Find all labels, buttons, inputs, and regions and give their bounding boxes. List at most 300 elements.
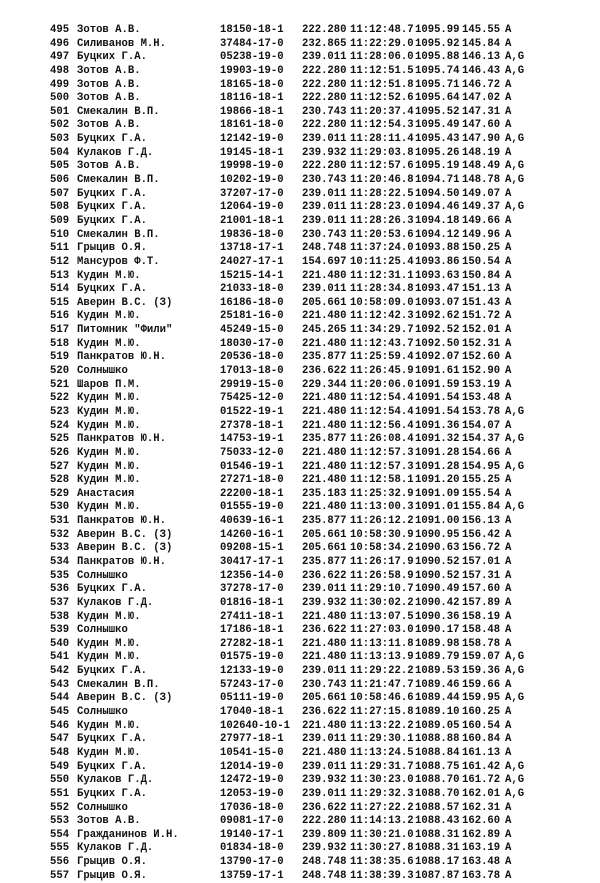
table-row (50, 733, 580, 747)
cell-distance: 221.480 (302, 405, 347, 418)
cell-flags: A,G (505, 64, 525, 77)
cell-coefficient: 157.89 (462, 596, 501, 609)
cell-distance: 222.280 (302, 815, 347, 828)
cell-flags: A (505, 719, 512, 732)
cell-distance: 239.932 (302, 596, 347, 609)
cell-fancier: Кудин М.Ю. (77, 501, 141, 514)
cell-flags: A (505, 555, 512, 568)
cell-arrival-time: 11:13:13.9 (350, 651, 414, 664)
cell-arrival-time: 11:27:15.8 (350, 706, 414, 719)
cell-distance: 239.011 (302, 133, 347, 146)
cell-coefficient: 157.60 (462, 583, 501, 596)
cell-coefficient: 152.31 (462, 337, 501, 350)
cell-speed: 1091.61 (415, 365, 460, 378)
cell-fancier: Кудин М.Ю. (77, 419, 141, 432)
cell-rank: 507 (50, 187, 70, 200)
cell-rank: 531 (50, 515, 70, 528)
cell-ring-number: 19998-19-0 (220, 160, 284, 173)
cell-rank: 505 (50, 160, 70, 173)
cell-flags: A (505, 365, 512, 378)
cell-speed: 1091.28 (415, 460, 460, 473)
cell-arrival-time: 11:12:42.3 (350, 310, 414, 323)
cell-speed: 1091.28 (415, 446, 460, 459)
cell-distance: 221.480 (302, 637, 347, 650)
cell-rank: 532 (50, 528, 70, 541)
cell-fancier: Аверин В.С. (З) (77, 542, 173, 555)
cell-coefficient: 163.19 (462, 842, 501, 855)
table-row (50, 842, 580, 856)
cell-fancier: Кудин М.Ю. (77, 446, 141, 459)
cell-arrival-time: 11:25:32.9 (350, 487, 414, 500)
cell-fancier: Кулаков Г.Д. (77, 774, 154, 787)
cell-coefficient: 145.84 (462, 37, 501, 50)
cell-fancier: Смекалин В.П. (77, 174, 160, 187)
cell-ring-number: 10541-15-0 (220, 746, 284, 759)
table-row (50, 392, 580, 406)
cell-coefficient: 155.54 (462, 487, 501, 500)
cell-fancier: Буцких Г.А. (77, 283, 147, 296)
cell-speed: 1094.46 (415, 201, 460, 214)
cell-speed: 1094.18 (415, 214, 460, 227)
cell-flags: A (505, 637, 512, 650)
cell-rank: 522 (50, 392, 70, 405)
cell-fancier: Зотов А.В. (77, 92, 141, 105)
cell-fancier: Зотов А.В. (77, 24, 141, 36)
cell-rank: 502 (50, 119, 70, 132)
cell-coefficient: 152.60 (462, 351, 501, 364)
cell-speed: 1088.43 (415, 815, 460, 828)
cell-speed: 1090.17 (415, 624, 460, 637)
cell-fancier: Солнышко (77, 624, 128, 637)
cell-distance: 239.011 (302, 187, 347, 200)
cell-rank: 498 (50, 64, 70, 77)
cell-fancier: Силиванов М.Н. (77, 37, 167, 50)
cell-rank: 545 (50, 706, 70, 719)
cell-arrival-time: 11:25:59.4 (350, 351, 414, 364)
cell-rank: 528 (50, 474, 70, 487)
table-row (50, 147, 580, 161)
table-row (50, 501, 580, 515)
cell-arrival-time: 11:28:11.4 (350, 133, 414, 146)
cell-speed: 1095.52 (415, 105, 460, 118)
cell-speed: 1088.84 (415, 746, 460, 759)
cell-coefficient: 160.84 (462, 733, 501, 746)
cell-coefficient: 160.54 (462, 719, 501, 732)
cell-coefficient: 154.66 (462, 446, 501, 459)
cell-coefficient: 155.25 (462, 474, 501, 487)
cell-ring-number: 17186-18-1 (220, 624, 284, 637)
cell-coefficient: 156.42 (462, 528, 501, 541)
cell-coefficient: 149.07 (462, 187, 501, 200)
cell-speed: 1094.50 (415, 187, 460, 200)
cell-arrival-time: 11:12:56.4 (350, 419, 414, 432)
cell-distance: 235.877 (302, 433, 347, 446)
cell-arrival-time: 11:29:30.1 (350, 733, 414, 746)
cell-coefficient: 150.25 (462, 242, 501, 255)
cell-ring-number: 27282-18-1 (220, 637, 284, 650)
table-row (50, 229, 580, 243)
cell-ring-number: 30417-17-1 (220, 555, 284, 568)
cell-coefficient: 148.78 (462, 174, 501, 187)
table-row (50, 802, 580, 816)
cell-rank: 538 (50, 610, 70, 623)
cell-fancier: Зотов А.В. (77, 119, 141, 132)
cell-fancier: Буцких Г.А. (77, 214, 147, 227)
cell-speed: 1091.32 (415, 433, 460, 446)
cell-speed: 1088.70 (415, 787, 460, 800)
cell-arrival-time: 10:58:46.6 (350, 692, 414, 705)
cell-speed: 1092.62 (415, 310, 460, 323)
cell-coefficient: 159.36 (462, 665, 501, 678)
cell-rank: 546 (50, 719, 70, 732)
cell-coefficient: 151.13 (462, 283, 501, 296)
table-row (50, 106, 580, 120)
cell-arrival-time: 11:12:54.4 (350, 392, 414, 405)
cell-rank: 499 (50, 78, 70, 91)
cell-distance: 239.011 (302, 665, 347, 678)
cell-arrival-time: 10:58:09.0 (350, 296, 414, 309)
cell-speed: 1088.70 (415, 774, 460, 787)
cell-coefficient: 154.07 (462, 419, 501, 432)
cell-arrival-time: 11:26:45.9 (350, 365, 414, 378)
cell-speed: 1091.01 (415, 501, 460, 514)
cell-arrival-time: 10:58:30.9 (350, 528, 414, 541)
cell-flags: A (505, 324, 512, 337)
cell-distance: 222.280 (302, 24, 347, 36)
cell-distance: 239.011 (302, 787, 347, 800)
cell-ring-number: 27271-18-0 (220, 474, 284, 487)
cell-arrival-time: 11:28:26.3 (350, 214, 414, 227)
cell-speed: 1095.88 (415, 51, 460, 64)
cell-distance: 222.280 (302, 92, 347, 105)
cell-arrival-time: 11:12:48.7 (350, 24, 414, 36)
cell-fancier: Кудин М.Ю. (77, 269, 141, 282)
cell-ring-number: 18116-18-1 (220, 92, 284, 105)
cell-arrival-time: 11:28:34.8 (350, 283, 414, 296)
table-row (50, 297, 580, 311)
cell-ring-number: 12053-19-0 (220, 787, 284, 800)
cell-fancier: Солнышко (77, 706, 128, 719)
cell-fancier: Кудин М.Ю. (77, 460, 141, 473)
table-row (50, 474, 580, 488)
cell-distance: 222.280 (302, 160, 347, 173)
cell-arrival-time: 11:12:54.3 (350, 119, 414, 132)
cell-speed: 1090.95 (415, 528, 460, 541)
cell-rank: 533 (50, 542, 70, 555)
cell-distance: 239.011 (302, 283, 347, 296)
cell-arrival-time: 11:26:17.9 (350, 555, 414, 568)
cell-arrival-time: 11:30:02.2 (350, 596, 414, 609)
cell-rank: 534 (50, 555, 70, 568)
cell-rank: 552 (50, 801, 70, 814)
cell-ring-number: 14260-16-1 (220, 528, 284, 541)
cell-coefficient: 145.55 (462, 24, 501, 36)
cell-distance: 221.480 (302, 719, 347, 732)
table-row (50, 92, 580, 106)
cell-fancier: Кудин М.Ю. (77, 474, 141, 487)
cell-coefficient: 155.84 (462, 501, 501, 514)
cell-rank: 537 (50, 596, 70, 609)
table-row (50, 774, 580, 788)
cell-speed: 1088.57 (415, 801, 460, 814)
cell-distance: 221.480 (302, 501, 347, 514)
cell-arrival-time: 11:29:32.3 (350, 787, 414, 800)
cell-ring-number: 01575-19-0 (220, 651, 284, 664)
cell-ring-number: 57243-17-0 (220, 678, 284, 691)
cell-fancier: Буцких Г.А. (77, 733, 147, 746)
cell-fancier: Кулаков Г.Д. (77, 596, 154, 609)
cell-ring-number: 01555-19-0 (220, 501, 284, 514)
cell-rank: 509 (50, 214, 70, 227)
cell-ring-number: 29919-15-0 (220, 378, 284, 391)
cell-arrival-time: 11:12:51.5 (350, 64, 414, 77)
cell-distance: 229.344 (302, 378, 347, 391)
cell-flags: A (505, 528, 512, 541)
cell-speed: 1089.44 (415, 692, 460, 705)
cell-rank: 554 (50, 828, 70, 841)
cell-distance: 236.622 (302, 706, 347, 719)
table-row (50, 433, 580, 447)
cell-fancier: Зотов А.В. (77, 64, 141, 77)
table-row (50, 611, 580, 625)
table-row (50, 679, 580, 693)
cell-arrival-time: 11:29:03.8 (350, 146, 414, 159)
cell-coefficient: 158.78 (462, 637, 501, 650)
table-row (50, 119, 580, 133)
cell-speed: 1088.31 (415, 828, 460, 841)
cell-ring-number: 09081-17-0 (220, 815, 284, 828)
cell-rank: 548 (50, 746, 70, 759)
cell-ring-number: 01522-19-1 (220, 405, 284, 418)
cell-speed: 1088.31 (415, 842, 460, 855)
cell-ring-number: 13718-17-1 (220, 242, 284, 255)
cell-ring-number: 17040-18-1 (220, 706, 284, 719)
cell-arrival-time: 11:37:24.0 (350, 242, 414, 255)
table-row (50, 174, 580, 188)
cell-coefficient: 162.31 (462, 801, 501, 814)
cell-distance: 239.011 (302, 733, 347, 746)
cell-arrival-time: 11:34:29.7 (350, 324, 414, 337)
cell-flags: A (505, 214, 512, 227)
cell-flags: A,G (505, 201, 525, 214)
cell-rank: 516 (50, 310, 70, 323)
cell-coefficient: 162.01 (462, 787, 501, 800)
table-row (50, 597, 580, 611)
cell-flags: A (505, 801, 512, 814)
cell-arrival-time: 11:30:27.8 (350, 842, 414, 855)
cell-arrival-time: 11:12:58.1 (350, 474, 414, 487)
cell-distance: 235.877 (302, 351, 347, 364)
table-row (50, 856, 580, 870)
cell-ring-number: 75033-12-0 (220, 446, 284, 459)
cell-flags: A (505, 583, 512, 596)
cell-rank: 557 (50, 869, 70, 882)
cell-fancier: Зотов А.В. (77, 160, 141, 173)
cell-ring-number: 27411-18-1 (220, 610, 284, 623)
table-row (50, 420, 580, 434)
cell-ring-number: 09208-15-1 (220, 542, 284, 555)
table-row (50, 338, 580, 352)
cell-flags: A (505, 351, 512, 364)
cell-rank: 508 (50, 201, 70, 214)
cell-rank: 504 (50, 146, 70, 159)
cell-rank: 553 (50, 815, 70, 828)
cell-fancier: Кудин М.Ю. (77, 651, 141, 664)
cell-speed: 1091.00 (415, 515, 460, 528)
cell-rank: 501 (50, 105, 70, 118)
cell-distance: 236.622 (302, 365, 347, 378)
table-row (50, 870, 580, 883)
cell-rank: 556 (50, 856, 70, 869)
cell-coefficient: 149.66 (462, 214, 501, 227)
cell-distance: 205.661 (302, 692, 347, 705)
cell-fancier: Анастасия (77, 487, 135, 500)
table-row (50, 256, 580, 270)
cell-fancier: Солнышко (77, 801, 128, 814)
cell-speed: 1091.36 (415, 419, 460, 432)
cell-flags: A (505, 815, 512, 828)
cell-arrival-time: 11:28:06.0 (350, 51, 414, 64)
cell-fancier: Буцких Г.А. (77, 787, 147, 800)
cell-ring-number: 19866-18-1 (220, 105, 284, 118)
table-row (50, 624, 580, 638)
cell-ring-number: 22200-18-1 (220, 487, 284, 500)
cell-speed: 1089.46 (415, 678, 460, 691)
cell-coefficient: 158.19 (462, 610, 501, 623)
cell-arrival-time: 11:20:37.4 (350, 105, 414, 118)
cell-arrival-time: 11:38:39.3 (350, 869, 414, 882)
table-row (50, 556, 580, 570)
cell-coefficient: 150.84 (462, 269, 501, 282)
cell-rank: 524 (50, 419, 70, 432)
cell-rank: 551 (50, 787, 70, 800)
cell-coefficient: 161.13 (462, 746, 501, 759)
table-row (50, 529, 580, 543)
cell-arrival-time: 11:29:31.7 (350, 760, 414, 773)
cell-fancier: Грыцив О.Я. (77, 856, 147, 869)
cell-fancier: Буцких Г.А. (77, 201, 147, 214)
cell-flags: A (505, 474, 512, 487)
cell-speed: 1091.20 (415, 474, 460, 487)
cell-speed: 1089.05 (415, 719, 460, 732)
cell-speed: 1090.36 (415, 610, 460, 623)
cell-arrival-time: 11:13:07.5 (350, 610, 414, 623)
cell-coefficient: 153.78 (462, 405, 501, 418)
cell-distance: 221.480 (302, 460, 347, 473)
cell-rank: 511 (50, 242, 70, 255)
cell-speed: 1090.49 (415, 583, 460, 596)
cell-speed: 1095.49 (415, 119, 460, 132)
cell-distance: 222.280 (302, 78, 347, 91)
cell-flags: A,G (505, 501, 525, 514)
cell-fancier: Смекалин В.П. (77, 678, 160, 691)
cell-coefficient: 157.01 (462, 555, 501, 568)
cell-fancier: Панкратов Ю.Н. (77, 515, 167, 528)
table-row (50, 542, 580, 556)
cell-speed: 1089.10 (415, 706, 460, 719)
cell-fancier: Панкратов Ю.Н. (77, 433, 167, 446)
cell-ring-number: 10202-19-0 (220, 174, 284, 187)
cell-flags: A (505, 487, 512, 500)
cell-fancier: Кудин М.Ю. (77, 405, 141, 418)
cell-flags: A (505, 296, 512, 309)
cell-flags: A,G (505, 787, 525, 800)
cell-flags: A (505, 37, 512, 50)
cell-flags: A (505, 678, 512, 691)
table-row (50, 38, 580, 52)
cell-rank: 496 (50, 37, 70, 50)
cell-speed: 1093.88 (415, 242, 460, 255)
cell-ring-number: 13759-17-1 (220, 869, 284, 882)
cell-ring-number: 05238-19-0 (220, 51, 284, 64)
cell-flags: A,G (505, 651, 525, 664)
cell-flags: A (505, 542, 512, 555)
cell-flags: A (505, 828, 512, 841)
cell-flags: A (505, 78, 512, 91)
cell-arrival-time: 11:26:58.9 (350, 569, 414, 582)
cell-coefficient: 151.72 (462, 310, 501, 323)
cell-fancier: Гражданинов И.Н. (77, 828, 179, 841)
cell-distance: 221.480 (302, 337, 347, 350)
cell-distance: 239.011 (302, 201, 347, 214)
cell-flags: A (505, 733, 512, 746)
table-row (50, 761, 580, 775)
cell-rank: 549 (50, 760, 70, 773)
cell-coefficient: 148.49 (462, 160, 501, 173)
cell-rank: 510 (50, 228, 70, 241)
cell-coefficient: 146.13 (462, 51, 501, 64)
cell-flags: A (505, 146, 512, 159)
cell-ring-number: 18030-17-0 (220, 337, 284, 350)
cell-coefficient: 153.48 (462, 392, 501, 405)
cell-coefficient: 149.37 (462, 201, 501, 214)
cell-fancier: Буцких Г.А. (77, 760, 147, 773)
cell-fancier: Кудин М.Ю. (77, 637, 141, 650)
table-row (50, 788, 580, 802)
cell-arrival-time: 11:27:03.0 (350, 624, 414, 637)
cell-flags: A (505, 515, 512, 528)
cell-rank: 512 (50, 255, 70, 268)
cell-arrival-time: 11:20:06.0 (350, 378, 414, 391)
cell-flags: A (505, 869, 512, 882)
cell-rank: 550 (50, 774, 70, 787)
cell-rank: 525 (50, 433, 70, 446)
cell-rank: 523 (50, 405, 70, 418)
cell-distance: 239.011 (302, 51, 347, 64)
cell-ring-number: 12356-14-0 (220, 569, 284, 582)
cell-rank: 520 (50, 365, 70, 378)
cell-ring-number: 19903-19-0 (220, 64, 284, 77)
cell-speed: 1095.26 (415, 146, 460, 159)
cell-fancier: Кудин М.Ю. (77, 746, 141, 759)
cell-flags: A (505, 310, 512, 323)
cell-distance: 239.011 (302, 214, 347, 227)
cell-distance: 221.480 (302, 474, 347, 487)
cell-arrival-time: 11:12:31.1 (350, 269, 414, 282)
table-row (50, 133, 580, 147)
cell-arrival-time: 11:26:08.4 (350, 433, 414, 446)
cell-flags: A (505, 446, 512, 459)
cell-rank: 541 (50, 651, 70, 664)
cell-ring-number: 01834-18-0 (220, 842, 284, 855)
table-row (50, 638, 580, 652)
cell-rank: 515 (50, 296, 70, 309)
cell-speed: 1091.59 (415, 378, 460, 391)
cell-speed: 1091.09 (415, 487, 460, 500)
cell-fancier: Зотов А.В. (77, 815, 141, 828)
cell-rank: 539 (50, 624, 70, 637)
cell-rank: 547 (50, 733, 70, 746)
